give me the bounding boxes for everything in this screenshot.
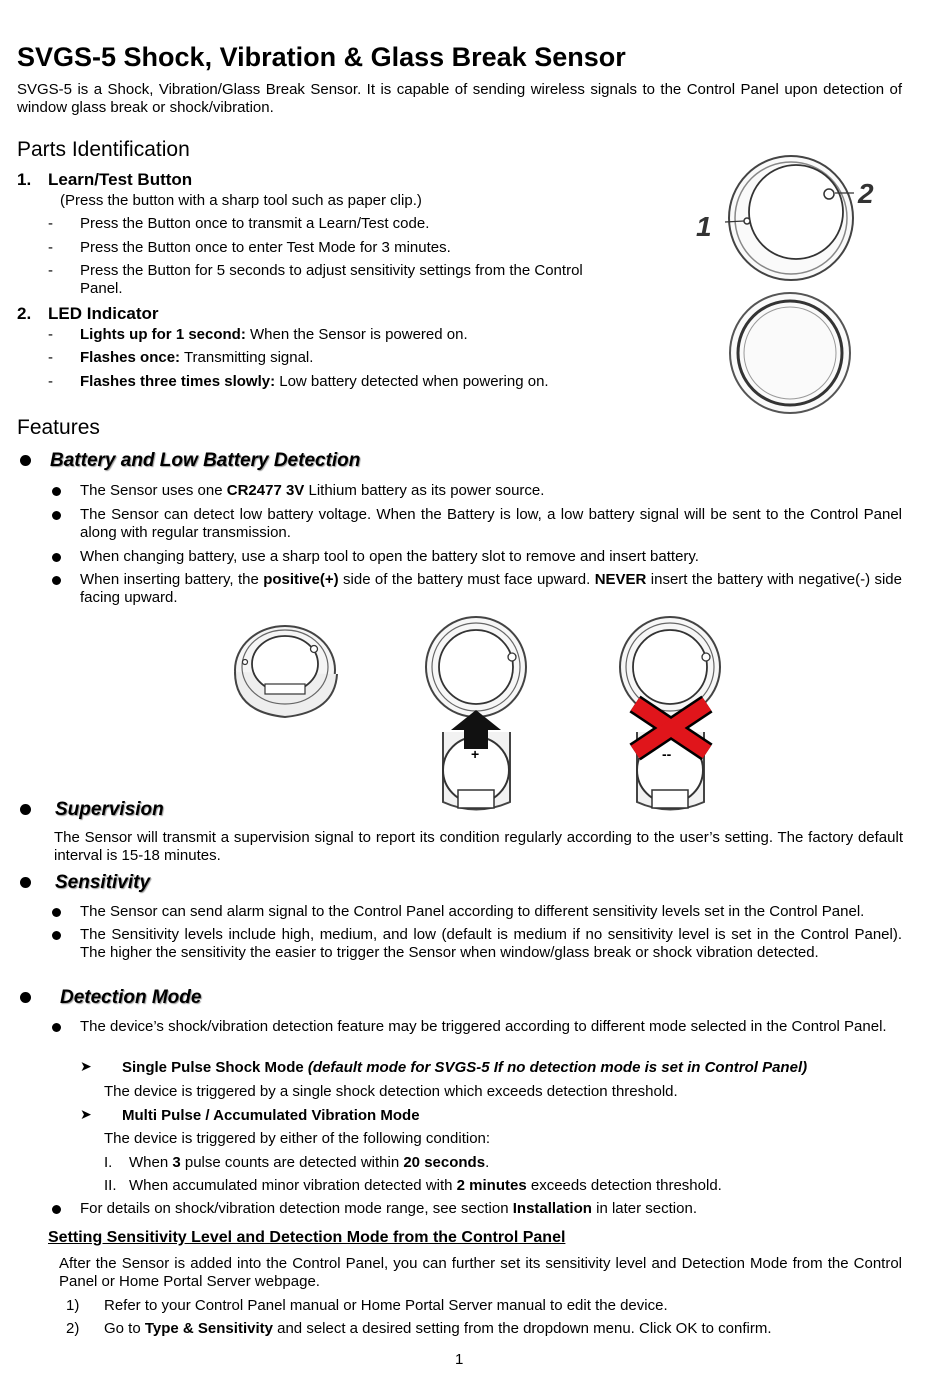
condition-number: I. (104, 1154, 113, 1171)
bullet-icon (52, 908, 61, 917)
battery-bullet: The Sensor uses one CR2477 3V Lithium battery as its power source. (80, 482, 545, 499)
supervision-section-title: Supervision (55, 799, 164, 820)
setting-text: After the Sensor is added into the Control Panel, you can further set its sensitivity level and Detection Mode from the Control Panel or Home Portal Server webpage. (59, 1255, 902, 1290)
dash-marker: - (48, 326, 53, 343)
page-title: SVGS-5 Shock, Vibration & Glass Break Sensor (17, 42, 626, 72)
dash-marker: - (48, 373, 53, 390)
step-text: Go to Type & Sensitivity and select a desired setting from the dropdown menu. Click OK to confirm. (104, 1320, 772, 1337)
page-number: 1 (455, 1351, 464, 1368)
multi-pulse-text: The device is triggered by either of the following condition: (104, 1130, 491, 1147)
item1-bullet: Press the Button once to transmit a Learn/Test code. (80, 215, 430, 232)
led-bullet: Lights up for 1 second: When the Sensor is powered on. (80, 326, 468, 343)
detection-section-title: Detection Mode (60, 987, 202, 1008)
item2-number: 2. (17, 304, 32, 323)
bullet-icon (52, 553, 61, 562)
learn-button-icon (744, 218, 750, 224)
bullet-icon (20, 992, 31, 1003)
battery-install-figure (230, 612, 730, 817)
supervision-text: The Sensor will transmit a supervision signal to report its condition regularly according to the user’s setting. The factory default interval is 15-18 minutes. (54, 829, 903, 864)
dash-marker: - (48, 349, 53, 366)
battery-bullet: When changing battery, use a sharp tool to open the battery slot to remove and insert battery. (80, 548, 699, 565)
item2-title: LED Indicator (48, 304, 159, 323)
sensor-correct-icon (426, 617, 526, 810)
sensitivity-bullet: The Sensor can send alarm signal to the Control Panel according to different sensitivity levels set in the Control Panel. (80, 903, 865, 920)
dash-marker: - (48, 262, 53, 279)
intro-paragraph: SVGS-5 is a Shock, Vibration/Glass Break Sensor. It is capable of sending wireless signals to the Control Panel upon detection of window glass break or shock/vibration. (17, 81, 902, 116)
features-heading: Features (17, 416, 100, 439)
single-pulse-text: The device is triggered by a single shock detection which exceeds detection threshold. (104, 1083, 678, 1100)
arrow-bullet-icon: ➤ (80, 1106, 92, 1122)
sensor-parts-figure (688, 146, 878, 416)
sensor-wrong-icon (620, 617, 720, 810)
item1-number: 1. (17, 170, 32, 189)
bullet-icon (52, 576, 61, 585)
minus-label: -- (662, 746, 672, 762)
led-bullet: Flashes once: Transmitting signal. (80, 349, 314, 366)
single-pulse-heading: Single Pulse Shock Mode (default mode for SVGS-5 If no detection mode is set in Control Panel) (122, 1059, 808, 1076)
plus-label: + (471, 746, 480, 762)
condition-text: When 3 pulse counts are detected within 20 seconds. (129, 1154, 490, 1171)
arrow-bullet-icon: ➤ (80, 1058, 92, 1074)
condition-text: When accumulated minor vibration detected with 2 minutes exceeds detection threshold. (129, 1177, 722, 1194)
multi-pulse-heading: Multi Pulse / Accumulated Vibration Mode (122, 1107, 420, 1124)
bullet-icon (52, 1205, 61, 1214)
item1-title: Learn/Test Button (48, 170, 193, 189)
battery-bullet: The Sensor can detect low battery voltage. When the Battery is low, a low battery signal will be sent to the Control Panel along with regular transmission. (80, 506, 902, 541)
bullet-icon (52, 931, 61, 940)
figure-label-2: 2 (858, 178, 874, 209)
step-text: Refer to your Control Panel manual or Home Portal Server manual to edit the device. (104, 1297, 668, 1314)
item1-bullet: Press the Button once to enter Test Mode for 3 minutes. (80, 239, 451, 256)
battery-bullet: When inserting battery, the positive(+) side of the battery must face upward. NEVER insert the battery with negative(-) side facing upward. (80, 571, 902, 606)
bullet-icon (52, 511, 61, 520)
parts-heading: Parts Identification (17, 138, 190, 161)
led-indicator-icon (824, 189, 834, 199)
setting-heading: Setting Sensitivity Level and Detection Mode from the Control Panel (48, 1229, 566, 1246)
led-bullet: Flashes three times slowly: Low battery detected when powering on. (80, 373, 549, 390)
dash-marker: - (48, 239, 53, 256)
sensitivity-bullet: The Sensitivity levels include high, medium, and low (default is medium if no sensitivity level is set in the Control Panel). The higher the sensitivity the easier to trigger the Sensor when window/glass break or shock vibration detected. (80, 926, 902, 961)
detection-bullet: For details on shock/vibration detection mode range, see section Installation in later section. (80, 1200, 697, 1217)
sensor-angled-icon (235, 626, 337, 717)
bullet-icon (52, 1023, 61, 1032)
step-number: 2) (66, 1320, 80, 1337)
detection-bullet: The device’s shock/vibration detection feature may be triggered according to different mode selected in the Control Panel. (80, 1018, 887, 1035)
item1-note: (Press the button with a sharp tool such as paper clip.) (60, 192, 422, 209)
item1-bullet: Press the Button for 5 seconds to adjust sensitivity settings from the Control Panel. (80, 262, 583, 297)
sensitivity-section-title: Sensitivity (55, 872, 151, 893)
condition-number: II. (104, 1177, 117, 1194)
bullet-icon (20, 877, 31, 888)
bullet-icon (20, 455, 31, 466)
battery-section-title: Battery and Low Battery Detection (50, 450, 361, 471)
bullet-icon (20, 804, 31, 815)
step-number: 1) (66, 1297, 80, 1314)
figure-label-1: 1 (696, 211, 712, 242)
bullet-icon (52, 487, 61, 496)
dash-marker: - (48, 215, 53, 232)
